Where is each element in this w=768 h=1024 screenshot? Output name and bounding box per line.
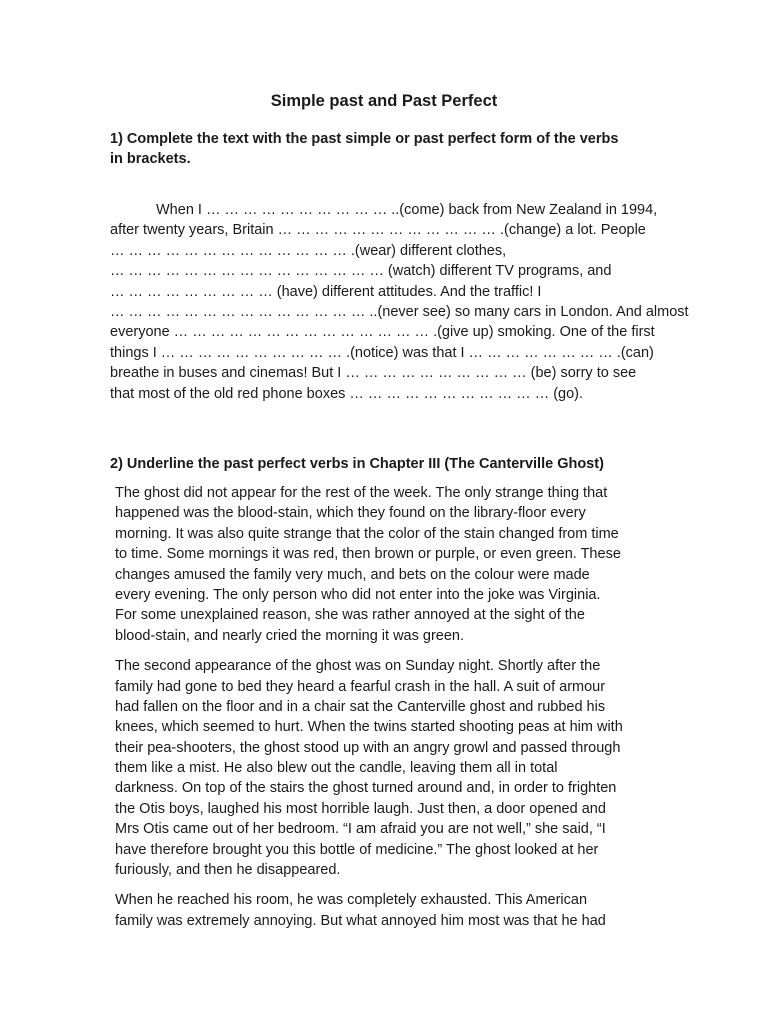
story-line: had fallen on the floor and in a chair sat the Canterville ghost and rubbed his	[115, 698, 606, 715]
story-line: their pea-shooters, the ghost stood up with an angry growl and passed through	[115, 739, 621, 756]
exercise-1-heading-line: in brackets.	[110, 151, 191, 168]
story-line: When he reached his room, he was completely exhausted. This American	[115, 892, 588, 909]
exercise-1-line: … … … … … … … … … … … … … … … (watch) different TV programs, and	[110, 263, 612, 280]
exercise-1-line: after twenty years, Britain … … … … … … … … … … … … .(change) a lot. People	[110, 222, 646, 239]
story-line: to time. Some mornings it was red, then brown or purple, or even green. These	[115, 546, 621, 563]
story-line: blood-stain, and nearly cried the morning it was green.	[115, 627, 464, 644]
story-line: morning. It was also quite strange that the color of the stain changed from time	[115, 525, 619, 542]
exercise-2-heading	[110, 454, 670, 474]
exercise-2-heading-line: 2) Underline the past perfect verbs in Chapter III (The Canterville Ghost)	[110, 456, 604, 472]
exercise-1-line: … … … … … … … … … … … … … … ..(never see) so many cars in London. And almost	[110, 303, 689, 320]
story-line: happened was the blood-stain, which they found on the library-floor every	[115, 505, 586, 522]
exercise-1-heading-line: 1) Complete the text with the past simple or past perfect form of the verbs	[110, 131, 619, 147]
exercise-1-heading	[110, 129, 670, 170]
story-line: them like a mist. He also blew out the candle, leaving them all in total	[115, 760, 558, 777]
exercise-1-text	[110, 200, 689, 404]
exercise-1-line: things I … … … … … … … … … … .(notice) was that I … … … … … … … … .(can)	[110, 344, 654, 361]
exercise-1-line: When I … … … … … … … … … … ..(come) back from New Zealand in 1994,	[156, 202, 658, 218]
story-line: furiously, and then he disappeared.	[115, 862, 341, 879]
story-line: Mrs Otis came out of her bedroom. “I am afraid you are not well,” she said, “I	[115, 821, 606, 838]
story-line: the Otis boys, laughed his most horrible laugh. Just then, a door opened and	[115, 800, 606, 817]
story-line: knees, which seemed to hurt. When the twins started shooting peas at him with	[115, 719, 623, 736]
story-paragraph	[115, 483, 660, 646]
story-line: The second appearance of the ghost was on Sunday night. Shortly after the	[115, 658, 601, 675]
story-line: changes amused the family very much, and bets on the colour were made	[115, 566, 590, 583]
story-line: family was extremely annoying. But what annoyed him most was that he had	[115, 912, 606, 929]
story-paragraph	[115, 890, 660, 931]
page-title: Simple past and Past Perfect	[270, 92, 498, 110]
exercise-1-line: that most of the old red phone boxes … … … … … … … … … … … (go).	[110, 385, 584, 402]
story-line: family had gone to bed they heard a fearful crash in the hall. A suit of armour	[115, 678, 606, 695]
exercise-1-line: … … … … … … … … … … … … … .(wear) different clothes,	[110, 242, 507, 259]
exercise-1-line: breathe in buses and cinemas! But I … … … … … … … … … … (be) sorry to see	[110, 365, 637, 382]
exercise-1-line: … … … … … … … … … (have) different attitudes. And the traffic! I	[110, 283, 542, 300]
story-line: For some unexplained reason, she was rather annoyed at the sight of the	[115, 607, 585, 624]
story-line: have therefore brought you this bottle of medicine.” The ghost looked at her	[115, 841, 599, 858]
story-line: every evening. The only person who did not enter into the joke was Virginia.	[115, 586, 601, 603]
story-line: darkness. On top of the stairs the ghost turned around and, in order to frighten	[115, 780, 617, 797]
story-paragraph	[115, 656, 660, 880]
exercise-1-line: everyone … … … … … … … … … … … … … … .(give up) smoking. One of the first	[110, 324, 655, 341]
story-line: The ghost did not appear for the rest of the week. The only strange thing that	[115, 485, 608, 501]
story-text	[115, 483, 660, 941]
